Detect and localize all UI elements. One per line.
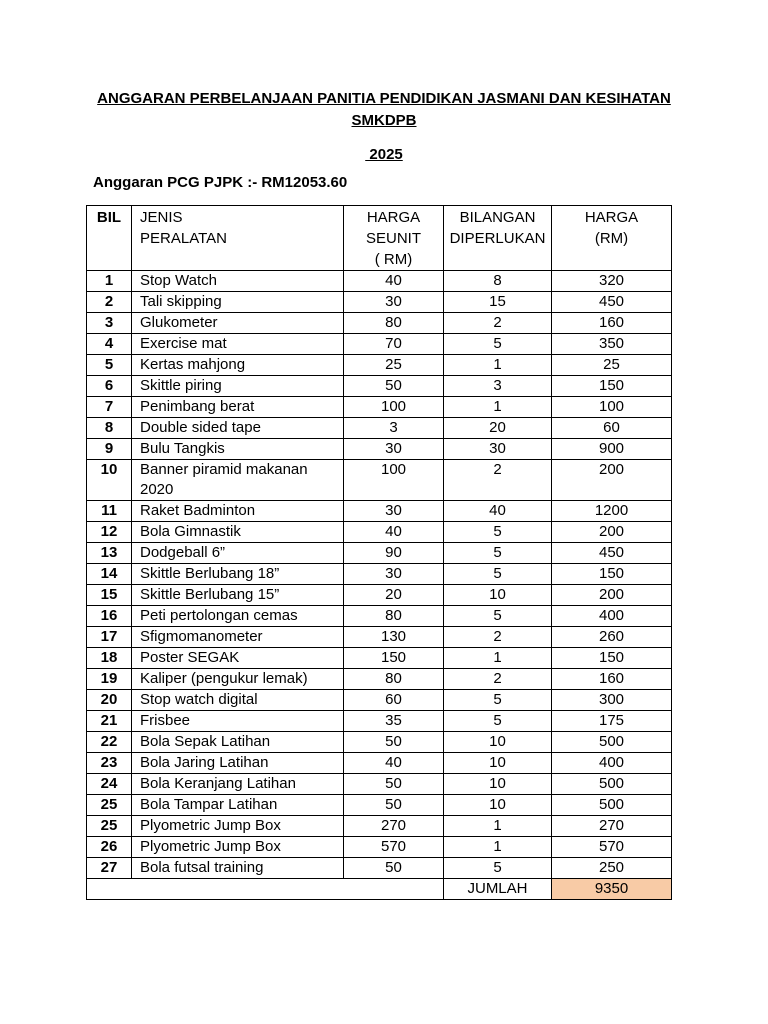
row-unit-price: 40 [344, 271, 444, 292]
title-line-1: ANGGARAN PERBELANJAAN PANITIA PENDIDIKAN JASMANI DAN KESIHATAN [97, 90, 671, 107]
row-item-name-line1: Banner piramid makanan [140, 461, 308, 478]
row-unit-price: 150 [344, 648, 444, 669]
table-row [87, 669, 672, 690]
row-item-name: Raket Badminton [132, 501, 344, 522]
row-item-name: Sfigmomanometer [132, 627, 344, 648]
row-quantity: 5 [444, 858, 552, 879]
budget-table [86, 205, 672, 900]
row-quantity: 5 [444, 334, 552, 355]
header-bil: BIL [87, 206, 132, 271]
row-unit-price: 50 [344, 732, 444, 753]
row-total-price: 250 [552, 858, 672, 879]
total-spacer [87, 879, 444, 900]
table-row [87, 585, 672, 606]
row-unit-price: 50 [344, 858, 444, 879]
row-item-name: Kertas mahjong [132, 355, 344, 376]
table-row [87, 648, 672, 669]
row-total-price: 900 [552, 439, 672, 460]
row-total-price: 450 [552, 292, 672, 313]
row-total-price: 400 [552, 606, 672, 627]
row-quantity: 2 [444, 460, 552, 501]
row-total-price: 1200 [552, 501, 672, 522]
row-item-name: Bola futsal training [132, 858, 344, 879]
header-harga-line1: HARGA [366, 209, 421, 226]
row-bil: 20 [87, 690, 132, 711]
row-quantity: 40 [444, 501, 552, 522]
row-quantity: 30 [444, 439, 552, 460]
row-item-name: Skittle Berlubang 15” [132, 585, 344, 606]
row-total-price: 200 [552, 585, 672, 606]
row-total-price: 320 [552, 271, 672, 292]
table-row [87, 606, 672, 627]
row-quantity: 10 [444, 795, 552, 816]
row-quantity: 10 [444, 753, 552, 774]
header-jumlah-line1: HARGA [584, 209, 639, 226]
row-bil: 7 [87, 397, 132, 418]
row-unit-price: 30 [344, 292, 444, 313]
row-total-price: 200 [552, 460, 672, 501]
row-bil: 4 [87, 334, 132, 355]
table-row [87, 313, 672, 334]
document-year: 2025 [365, 146, 403, 163]
table-row [87, 837, 672, 858]
row-total-price: 500 [552, 774, 672, 795]
row-item-name: Double sided tape [132, 418, 344, 439]
table-row [87, 795, 672, 816]
row-bil: 23 [87, 753, 132, 774]
row-total-price: 500 [552, 795, 672, 816]
row-bil: 25 [87, 795, 132, 816]
row-total-price: 260 [552, 627, 672, 648]
row-quantity: 1 [444, 355, 552, 376]
row-item-name: Bola Tampar Latihan [132, 795, 344, 816]
header-bilangan-line2: DIPERLUKAN [449, 230, 546, 247]
row-bil: 14 [87, 564, 132, 585]
row-item-name [132, 460, 344, 501]
row-quantity: 5 [444, 543, 552, 564]
table-row [87, 439, 672, 460]
row-total-price: 350 [552, 334, 672, 355]
total-row [87, 879, 672, 900]
row-bil: 24 [87, 774, 132, 795]
table-row [87, 376, 672, 397]
row-unit-price: 25 [344, 355, 444, 376]
row-total-price: 570 [552, 837, 672, 858]
row-total-price: 25 [552, 355, 672, 376]
row-total-price: 100 [552, 397, 672, 418]
row-quantity: 10 [444, 774, 552, 795]
row-item-name: Stop Watch [132, 271, 344, 292]
table-row [87, 334, 672, 355]
row-unit-price: 80 [344, 606, 444, 627]
table-row [87, 816, 672, 837]
row-quantity: 5 [444, 522, 552, 543]
row-total-price: 175 [552, 711, 672, 732]
table-row [87, 690, 672, 711]
row-unit-price: 80 [344, 669, 444, 690]
row-total-price: 270 [552, 816, 672, 837]
row-quantity: 2 [444, 313, 552, 334]
table-row [87, 501, 672, 522]
row-quantity: 1 [444, 397, 552, 418]
row-item-name: Plyometric Jump Box [132, 837, 344, 858]
row-unit-price: 60 [344, 690, 444, 711]
row-bil: 1 [87, 271, 132, 292]
row-bil: 11 [87, 501, 132, 522]
row-unit-price: 50 [344, 795, 444, 816]
row-item-name: Skittle Berlubang 18” [132, 564, 344, 585]
row-total-price: 160 [552, 669, 672, 690]
row-item-name: Frisbee [132, 711, 344, 732]
row-total-price: 150 [552, 648, 672, 669]
row-total-price: 400 [552, 753, 672, 774]
table-row [87, 564, 672, 585]
header-bilangan-line1: BILANGAN [459, 209, 536, 226]
row-unit-price: 40 [344, 753, 444, 774]
table-row [87, 753, 672, 774]
title-line-2: SMKDPB [351, 112, 417, 129]
row-unit-price: 570 [344, 837, 444, 858]
row-unit-price: 80 [344, 313, 444, 334]
row-unit-price: 100 [344, 460, 444, 501]
row-unit-price: 30 [344, 501, 444, 522]
document-title [80, 88, 688, 132]
row-unit-price: 90 [344, 543, 444, 564]
total-value: 9350 [552, 879, 672, 900]
row-quantity: 1 [444, 837, 552, 858]
row-item-name: Kaliper (pengukur lemak) [132, 669, 344, 690]
row-item-name: Bola Sepak Latihan [132, 732, 344, 753]
row-total-price: 450 [552, 543, 672, 564]
header-bilangan [444, 206, 552, 271]
row-unit-price: 50 [344, 376, 444, 397]
row-unit-price: 30 [344, 564, 444, 585]
row-total-price: 300 [552, 690, 672, 711]
table-row [87, 543, 672, 564]
row-quantity: 15 [444, 292, 552, 313]
table-row [87, 460, 672, 501]
table-row [87, 774, 672, 795]
row-total-price: 200 [552, 522, 672, 543]
row-bil: 19 [87, 669, 132, 690]
row-unit-price: 130 [344, 627, 444, 648]
table-row [87, 711, 672, 732]
row-bil: 25 [87, 816, 132, 837]
row-unit-price: 35 [344, 711, 444, 732]
row-item-name: Stop watch digital [132, 690, 344, 711]
row-total-price: 500 [552, 732, 672, 753]
row-bil: 21 [87, 711, 132, 732]
table-row [87, 522, 672, 543]
row-total-price: 60 [552, 418, 672, 439]
row-item-name: Glukometer [132, 313, 344, 334]
row-total-price: 150 [552, 376, 672, 397]
row-quantity: 2 [444, 627, 552, 648]
table-row [87, 858, 672, 879]
row-total-price: 150 [552, 564, 672, 585]
header-jenis [132, 206, 344, 271]
row-bil: 12 [87, 522, 132, 543]
table-row [87, 271, 672, 292]
row-unit-price: 3 [344, 418, 444, 439]
row-item-name-line2: 2020 [140, 481, 174, 498]
row-item-name: Dodgeball 6” [132, 543, 344, 564]
row-quantity: 5 [444, 711, 552, 732]
table-row [87, 397, 672, 418]
row-unit-price: 20 [344, 585, 444, 606]
row-quantity: 5 [444, 564, 552, 585]
row-bil: 10 [87, 460, 132, 501]
row-quantity: 8 [444, 271, 552, 292]
row-quantity: 2 [444, 669, 552, 690]
row-bil: 16 [87, 606, 132, 627]
row-total-price: 160 [552, 313, 672, 334]
row-unit-price: 70 [344, 334, 444, 355]
header-jenis-line2: PERALATAN [140, 230, 227, 247]
row-bil: 17 [87, 627, 132, 648]
row-quantity: 1 [444, 648, 552, 669]
row-item-name: Plyometric Jump Box [132, 816, 344, 837]
row-quantity: 10 [444, 585, 552, 606]
table-row [87, 732, 672, 753]
row-quantity: 10 [444, 732, 552, 753]
row-bil: 6 [87, 376, 132, 397]
row-item-name: Peti pertolongan cemas [132, 606, 344, 627]
row-bil: 18 [87, 648, 132, 669]
row-unit-price: 270 [344, 816, 444, 837]
row-quantity: 20 [444, 418, 552, 439]
header-jumlah-line2: (RM) [594, 230, 629, 247]
row-unit-price: 100 [344, 397, 444, 418]
row-item-name: Exercise mat [132, 334, 344, 355]
header-harga-seunit [344, 206, 444, 271]
row-item-name: Poster SEGAK [132, 648, 344, 669]
row-item-name: Tali skipping [132, 292, 344, 313]
total-label: JUMLAH [444, 879, 552, 900]
header-harga-line3: ( RM) [374, 251, 413, 268]
table-row [87, 292, 672, 313]
budget-line: Anggaran PCG PJPK :- RM12053.60 [93, 174, 348, 191]
row-bil: 15 [87, 585, 132, 606]
row-unit-price: 30 [344, 439, 444, 460]
row-quantity: 3 [444, 376, 552, 397]
row-quantity: 5 [444, 690, 552, 711]
row-item-name: Bulu Tangkis [132, 439, 344, 460]
table-row [87, 418, 672, 439]
row-bil: 3 [87, 313, 132, 334]
row-bil: 8 [87, 418, 132, 439]
table-row [87, 627, 672, 648]
row-item-name: Penimbang berat [132, 397, 344, 418]
table-header-row [87, 206, 672, 271]
row-item-name: Bola Jaring Latihan [132, 753, 344, 774]
header-jenis-line1: JENIS [140, 209, 183, 226]
row-quantity: 1 [444, 816, 552, 837]
row-item-name: Bola Gimnastik [132, 522, 344, 543]
row-item-name: Skittle piring [132, 376, 344, 397]
row-bil: 22 [87, 732, 132, 753]
header-harga-line2: SEUNIT [365, 230, 421, 247]
row-unit-price: 50 [344, 774, 444, 795]
row-bil: 5 [87, 355, 132, 376]
row-bil: 13 [87, 543, 132, 564]
row-bil: 2 [87, 292, 132, 313]
table-body [87, 271, 672, 879]
row-unit-price: 40 [344, 522, 444, 543]
table-row [87, 355, 672, 376]
header-harga-jumlah [552, 206, 672, 271]
row-item-name: Bola Keranjang Latihan [132, 774, 344, 795]
row-quantity: 5 [444, 606, 552, 627]
row-bil: 27 [87, 858, 132, 879]
row-bil: 9 [87, 439, 132, 460]
row-bil: 26 [87, 837, 132, 858]
